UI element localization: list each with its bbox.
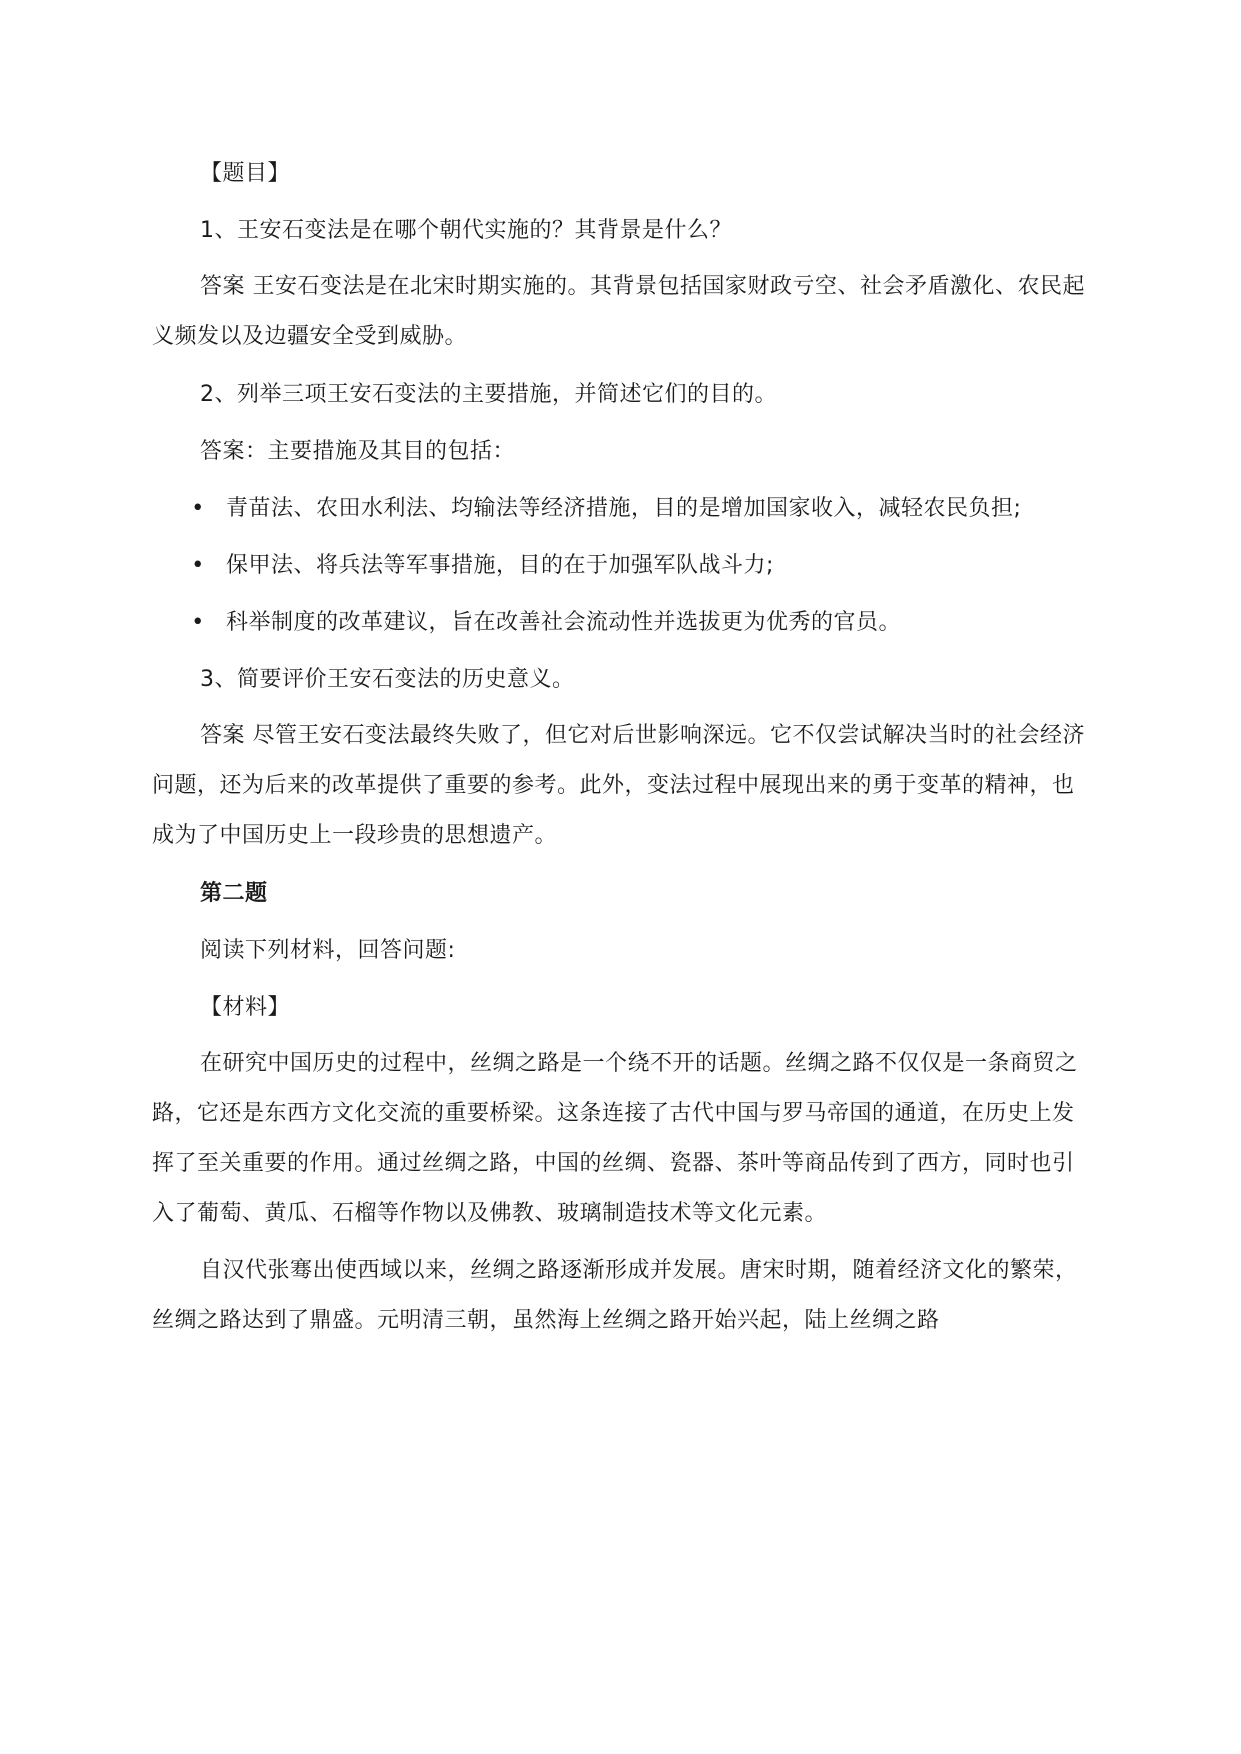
bullet-icon: • [191, 496, 205, 521]
bullet-icon: • [191, 553, 205, 578]
question-1: 1、王安石变法是在哪个朝代实施的？其背景是什么？ [200, 218, 732, 243]
material-heading: 【材料】 [200, 995, 291, 1020]
list-item [152, 537, 1092, 594]
list-item-text: 青苗法、农田水利法、均输法等经济措施，目的是增加国家收入，减轻农民负担; [226, 496, 1022, 521]
answer-2-list [152, 480, 1092, 651]
question-2: 2、列举三项王安石变法的主要措施，并简述它们的目的。 [200, 382, 777, 407]
list-item [152, 594, 1092, 651]
answer-2-intro: 答案：主要措施及其目的包括： [200, 439, 516, 464]
topic-heading: 【题目】 [200, 161, 291, 186]
answer-1: 答案 王安石变法是在北宋时期实施的。其背景包括国家财政亏空、社会矛盾激化、农民起义频发以及边疆安全受到威胁。 [152, 274, 1085, 349]
list-item [152, 480, 1092, 537]
list-item-text: 保甲法、将兵法等军事措施，目的在于加强军队战斗力; [226, 553, 774, 578]
question-3: 3、简要评价王安石变法的历史意义。 [200, 667, 575, 692]
instruction: 阅读下列材料，回答问题: [200, 938, 456, 963]
material-paragraph-1: 在研究中国历史的过程中，丝绸之路是一个绕不开的话题。丝绸之路不仅仅是一条商贸之路，它还是东西方文化交流的重要桥梁。这条连接了古代中国与罗马帝国的通道，在历史上发挥了至关重要的作用。通过丝绸之路，中国的丝绸、瓷器、茶叶等商品传到了西方，同时也引入了葡萄、黄瓜、石榴等作物以及佛教、玻璃制造技术等文化元素。 [152, 1051, 1078, 1226]
answer-3: 答案 尽管王安石变法最终失败了，但它对后世影响深远。它不仅尝试解决当时的社会经济问题，还为后来的改革提供了重要的参考。此外，变法过程中展现出来的勇于变革的精神，也成为了中国历史上一段珍贵的思想遗产。 [152, 723, 1085, 848]
material-paragraph-2: 自汉代张骞出使西域以来，丝绸之路逐渐形成并发展。唐宋时期，随着经济文化的繁荣，丝绸之路达到了鼎盛。元明清三朝，虽然海上丝绸之路开始兴起，陆上丝绸之路 [152, 1258, 1078, 1333]
bullet-icon: • [191, 610, 205, 635]
document-body [152, 145, 1092, 1350]
section-2-title: 第二题 [200, 881, 268, 906]
list-item-text: 科举制度的改革建议，旨在改善社会流动性并选拔更为优秀的官员。 [226, 610, 902, 635]
